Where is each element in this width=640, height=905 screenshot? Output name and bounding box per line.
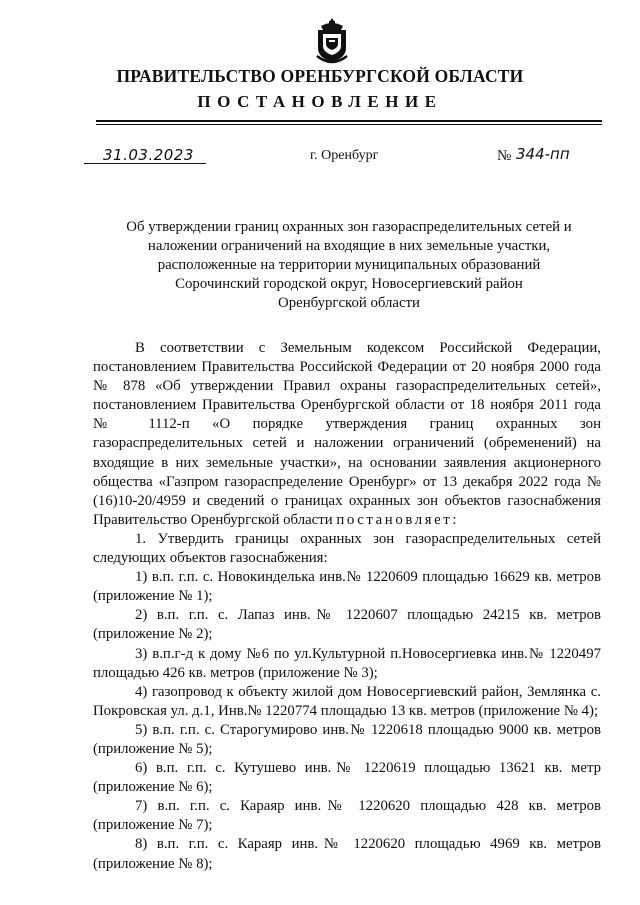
preamble-text: В соответствии с Земельным кодексом Российской Федерации, постановлением Правительства Российской Федерации от 20 ноября 2000 года № 878 «Об утверждении Правил охраны газораспределительных сетей», постановлением Правительства Оренбургской области от 18 ноября 2011 года № 1112-п «О порядке утверждения границ охранных зон газораспределительных сетей и наложении ограничений (обременений) на входящие в них земельные участки», на основании заявления акционерного общества «Газпром газораспределение Оренбург» от 13 декабря 2022 года № (16)10-20/4959 и сведений о границах охранных зон объектов газоснабжения Правительство Оренбургской области (93, 340, 601, 528)
subject-line: Об утверждении границ охранных зон газораспределительных сетей и (126, 219, 572, 235)
subject-line: Сорочинский городской округ, Новосергиевский район (175, 276, 523, 292)
document-number: 344-пп (516, 145, 570, 163)
document-body (93, 339, 601, 874)
document-number-label: № (497, 148, 512, 164)
list-item: 8) в.п. г.п. с. Караяр инв.№ 1220620 площадью 4969 кв. метров (приложение № 8); (93, 836, 601, 872)
subject-line: наложении ограничений на входящие в них земельные участки, (147, 238, 551, 254)
subject-line: Оренбургской области (278, 295, 420, 311)
document-city: г. Оренбург (310, 148, 379, 163)
header-rule-thick (96, 120, 602, 122)
clause-1: 1. Утвердить границы охранных зон газораспределительных сетей следующих объектов газоснабжения: (93, 530, 601, 567)
date-underline (84, 163, 206, 164)
document-type: ПОСТАНОВЛЕНИЕ (197, 92, 443, 111)
list-item: 2) в.п. г.п. с. Лапаз инв.№ 1220607 площадью 24215 кв. метров (приложение № 2); (93, 607, 601, 643)
subject-line: расположенные на территории муниципальных образований (157, 257, 541, 273)
resolves-word: постановляет: (336, 511, 460, 528)
list-item: 4) газопровод к объекту жилой дом Новосергиевский район, Землянка с. Покровская ул. д.1, Инв.№ 1220774 площадью 13 кв. метров (приложение № 4); (93, 683, 601, 719)
list-item: 3) в.п.г-д к дому №6 по ул.Культурной п.Новосергиевка инв.№ 1220497 площадью 426 кв. метров (приложение № 3); (93, 645, 601, 681)
government-title: ПРАВИТЕЛЬСТВО ОРЕНБУРГСКОЙ ОБЛАСТИ (116, 66, 524, 86)
list-item: 5) в.п. г.п. с. Старогумирово инв.№ 1220618 площадью 9000 кв. метров (приложение № 5); (93, 721, 601, 757)
header-rule-thin (96, 124, 602, 125)
coat-of-arms-icon (315, 16, 349, 66)
list-item: 7) в.п. г.п. с. Караяр инв.№ 1220620 площадью 428 кв. метров (приложение № 7); (93, 798, 601, 834)
document-subject (96, 218, 602, 313)
list-item: 1) в.п. г.п. с. Новокинделька инв.№ 1220609 площадью 16629 кв. метров (приложение № 1); (93, 569, 601, 605)
list-item: 6) в.п. г.п. с. Кутушево инв.№ 1220619 площадью 13621 кв. метр (приложение № 6); (93, 760, 601, 796)
preamble-paragraph (93, 339, 601, 530)
document-date: 31.03.2023 (103, 146, 194, 164)
